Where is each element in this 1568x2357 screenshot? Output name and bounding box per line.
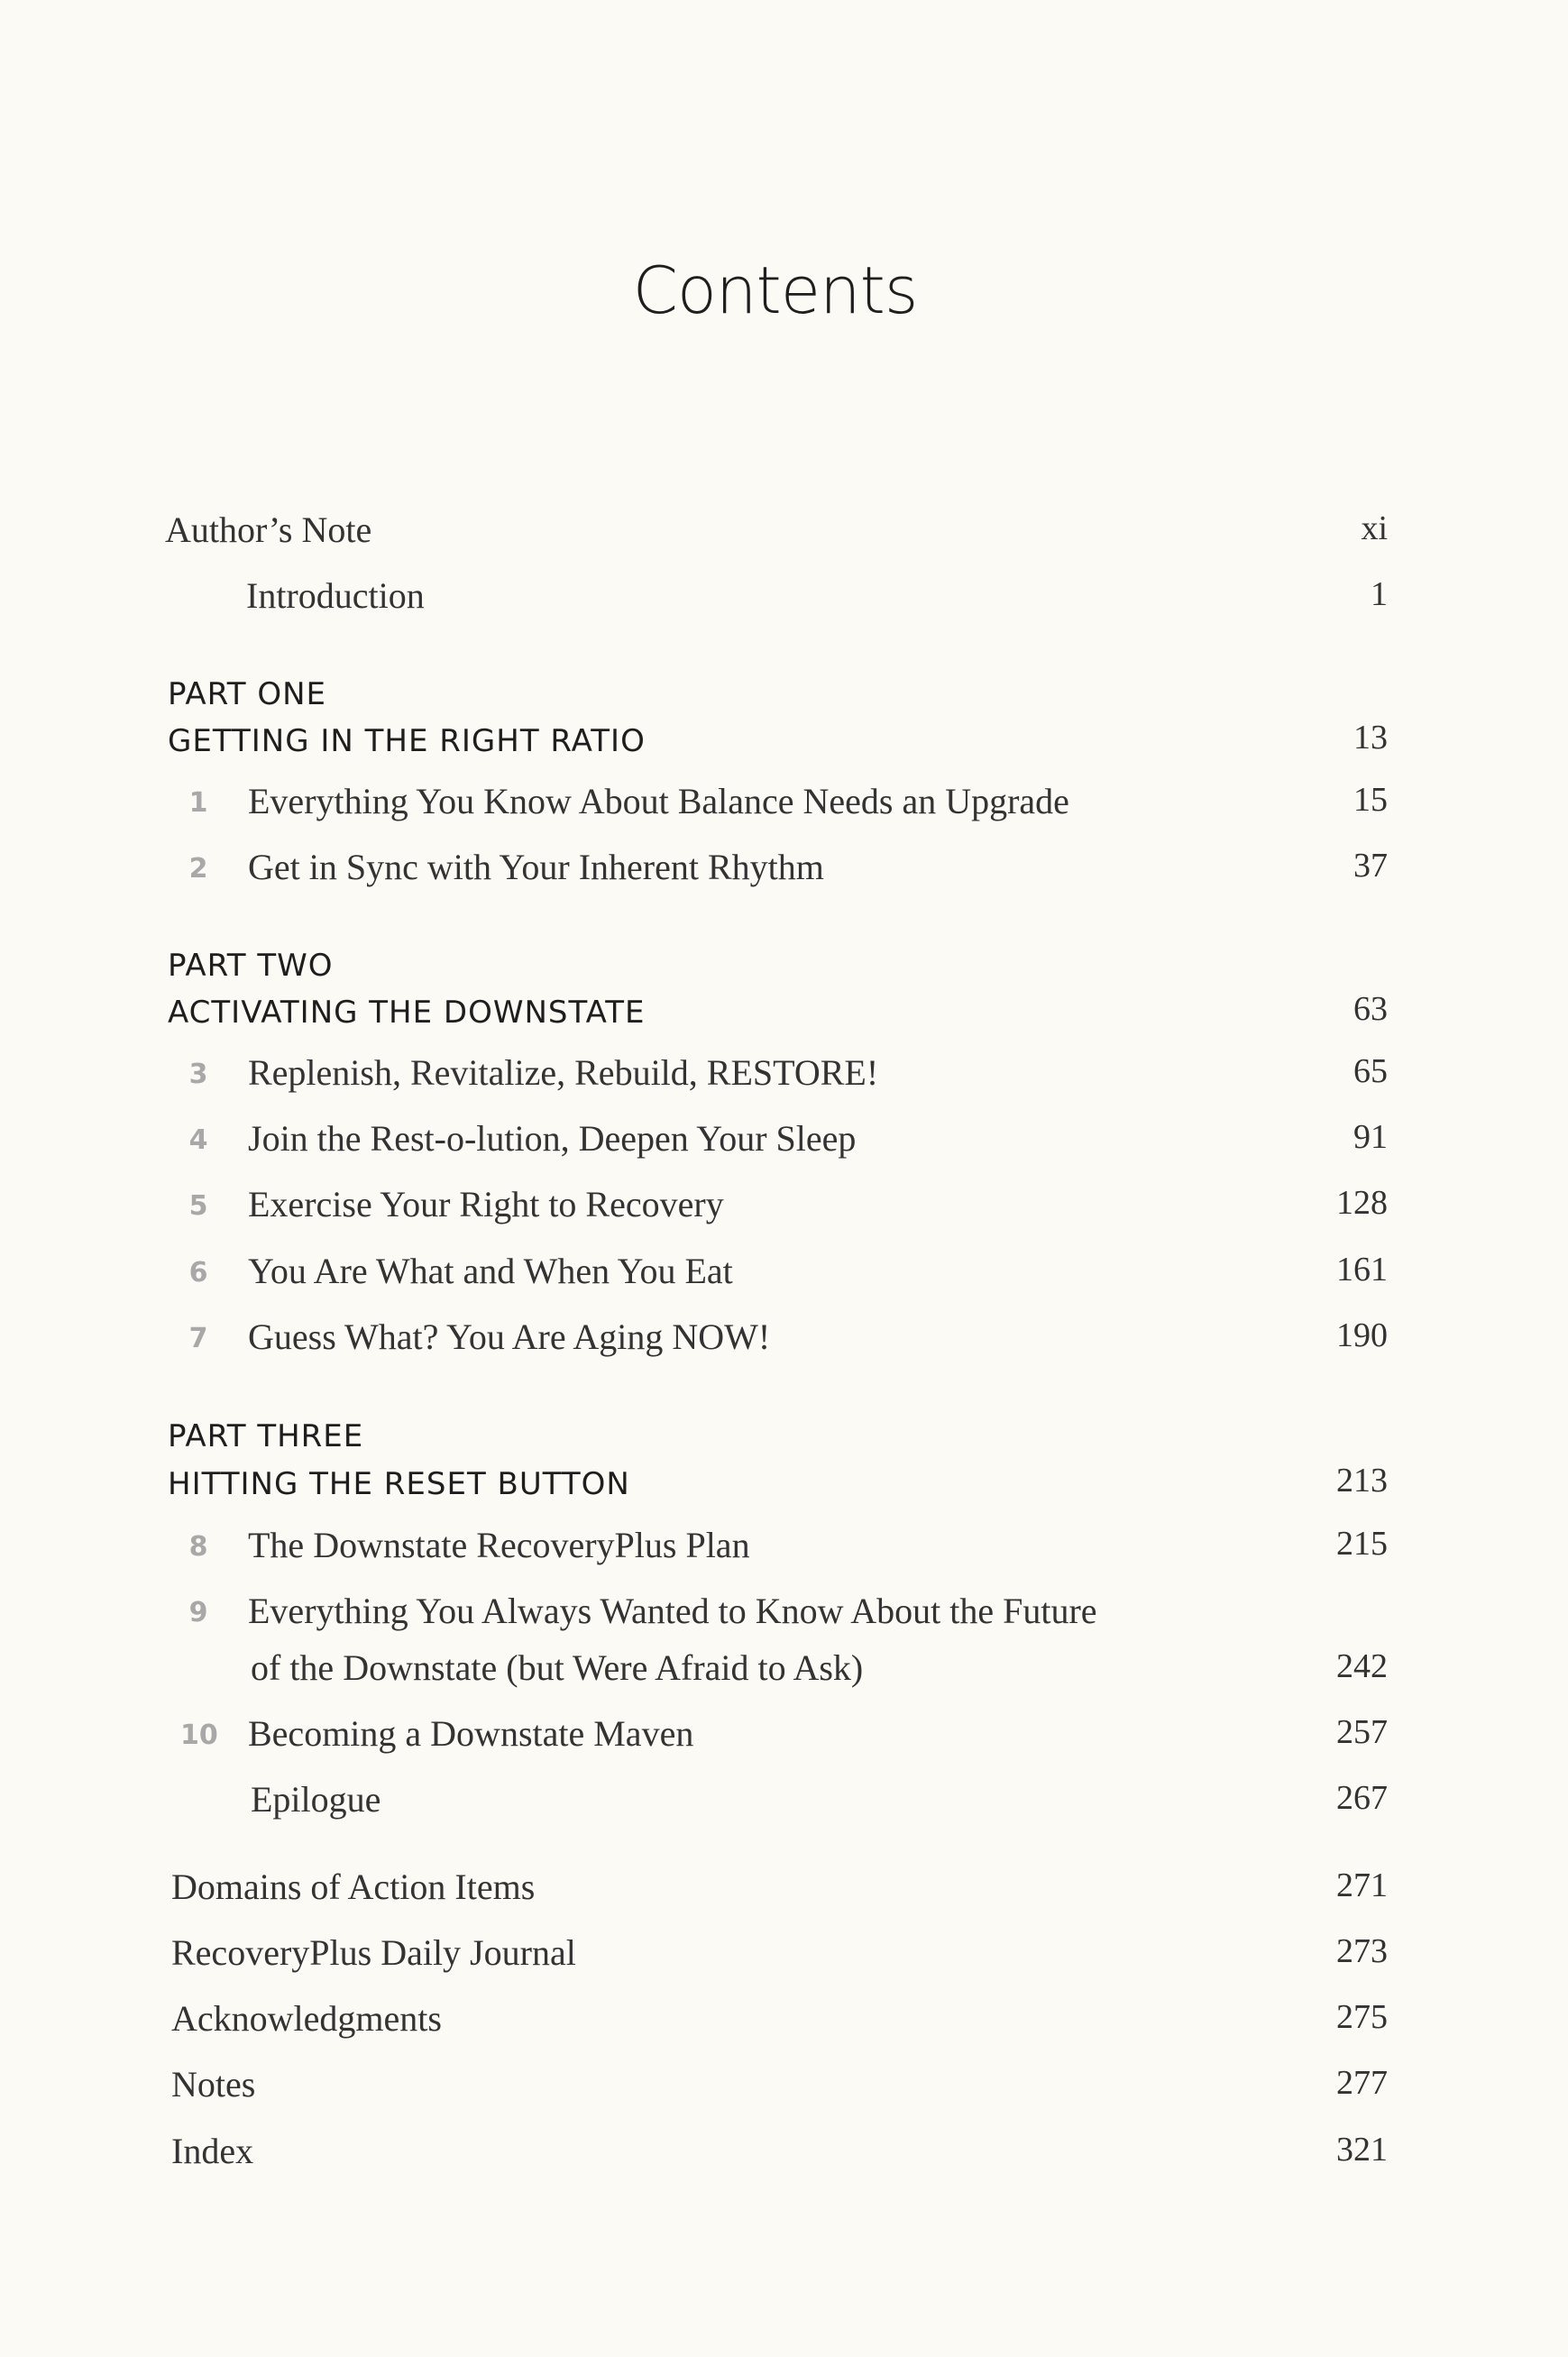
toc-entry-title: PART THREE <box>168 1418 364 1454</box>
toc-page-number: 267 <box>1336 1779 1388 1817</box>
toc-entry-title: RecoveryPlus Daily Journal <box>171 1932 576 1973</box>
toc-entry <box>0 1778 1568 1832</box>
toc-entry <box>0 1646 1568 1701</box>
toc-part-heading <box>0 1413 1568 1467</box>
chapter-number: 9 <box>188 1597 208 1628</box>
toc-part-heading <box>0 718 1568 772</box>
toc-entry <box>0 1866 1568 1920</box>
toc-entry <box>0 1590 1568 1644</box>
toc-entry-title: Becoming a Downstate Maven <box>248 1713 694 1754</box>
toc-entry-title: PART ONE <box>168 676 326 712</box>
toc-page-number: 213 <box>1336 1462 1388 1499</box>
chapter-number: 7 <box>188 1323 208 1354</box>
toc-entry-title: GETTING IN THE RIGHT RATIO <box>168 723 646 759</box>
toc-entry <box>0 574 1568 628</box>
toc-page-number: 91 <box>1353 1118 1388 1156</box>
toc-page-number: 65 <box>1353 1052 1388 1090</box>
toc-entry-title: HITTING THE RESET BUTTON <box>168 1466 630 1502</box>
toc-page-number: 277 <box>1336 2064 1388 2102</box>
chapter-number: 5 <box>188 1190 208 1222</box>
chapter-number: 6 <box>188 1257 208 1289</box>
toc-page-number: 242 <box>1336 1647 1388 1685</box>
toc-entry-title: The Downstate RecoveryPlus Plan <box>248 1525 750 1565</box>
toc-entry-title: Get in Sync with Your Inherent Rhythm <box>248 847 824 887</box>
toc-entry-title: Index <box>171 2131 254 2171</box>
toc-entry-title: Everything You Know About Balance Needs an Upgrade <box>248 781 1069 821</box>
toc-page-number: xi <box>1361 509 1388 547</box>
chapter-number: 10 <box>180 1720 218 1751</box>
toc-entry <box>0 1316 1568 1370</box>
toc-entry <box>0 2063 1568 2117</box>
toc-part-heading <box>0 989 1568 1043</box>
toc-page-number: 321 <box>1336 2131 1388 2169</box>
toc-entry <box>0 1183 1568 1237</box>
toc-page-number: 271 <box>1336 1866 1388 1904</box>
toc-page-number: 215 <box>1336 1525 1388 1563</box>
toc-page-number: 63 <box>1353 990 1388 1028</box>
toc-entry-title: Join the Rest-o-lution, Deepen Your Sleep <box>248 1118 857 1159</box>
toc-entry <box>0 1931 1568 1986</box>
toc-entry <box>0 509 1568 563</box>
toc-entry-title: Exercise Your Right to Recovery <box>248 1184 724 1224</box>
toc-page-number: 257 <box>1336 1713 1388 1751</box>
toc-entry-title: Replenish, Revitalize, Rebuild, RESTORE! <box>248 1052 879 1093</box>
toc-entry <box>0 1997 1568 2051</box>
chapter-number: 1 <box>188 787 208 819</box>
toc-entry-title: Acknowledgments <box>171 1998 442 2039</box>
toc-page-number: 37 <box>1353 847 1388 885</box>
toc-page-number: 275 <box>1336 1998 1388 2036</box>
toc-entry-title: Introduction <box>246 575 425 616</box>
toc-entry <box>0 1524 1568 1578</box>
chapter-number: 4 <box>188 1124 208 1156</box>
toc-entry-title: Notes <box>171 2064 256 2105</box>
toc-entry <box>0 780 1568 834</box>
toc-part-heading <box>0 671 1568 725</box>
toc-part-heading <box>0 942 1568 996</box>
toc-entry-title: PART TWO <box>168 948 334 984</box>
toc-entry <box>0 1051 1568 1105</box>
toc-entry <box>0 2130 1568 2184</box>
toc-entry <box>0 846 1568 900</box>
toc-entry-title: Everything You Always Wanted to Know About the Future <box>248 1591 1097 1631</box>
toc-page-number: 1 <box>1371 575 1388 613</box>
toc-entry-title: ACTIVATING THE DOWNSTATE <box>168 995 646 1031</box>
toc-entry <box>0 1117 1568 1171</box>
chapter-number: 3 <box>188 1059 208 1090</box>
toc-page-number: 13 <box>1353 719 1388 757</box>
toc-entry-title: Guess What? You Are Aging NOW! <box>248 1316 771 1357</box>
toc-page-number: 161 <box>1336 1251 1388 1289</box>
toc-entry <box>0 1250 1568 1304</box>
chapter-number: 2 <box>188 853 208 885</box>
chapter-number: 8 <box>188 1531 208 1563</box>
toc-page-number: 128 <box>1336 1184 1388 1222</box>
toc-entry-title: You Are What and When You Eat <box>248 1251 733 1291</box>
toc-page-number: 15 <box>1353 781 1388 819</box>
toc-entry-title: of the Downstate (but Were Afraid to Ask) <box>251 1647 864 1688</box>
toc-page-number: 190 <box>1336 1316 1388 1354</box>
toc-entry <box>0 1712 1568 1766</box>
toc-entry-title: Author’s Note <box>165 509 372 550</box>
toc-page-number: 273 <box>1336 1932 1388 1970</box>
toc-part-heading <box>0 1461 1568 1515</box>
page-title: Contents <box>632 252 918 328</box>
toc-entry-title: Epilogue <box>251 1779 381 1820</box>
toc-entry-title: Domains of Action Items <box>171 1866 536 1907</box>
